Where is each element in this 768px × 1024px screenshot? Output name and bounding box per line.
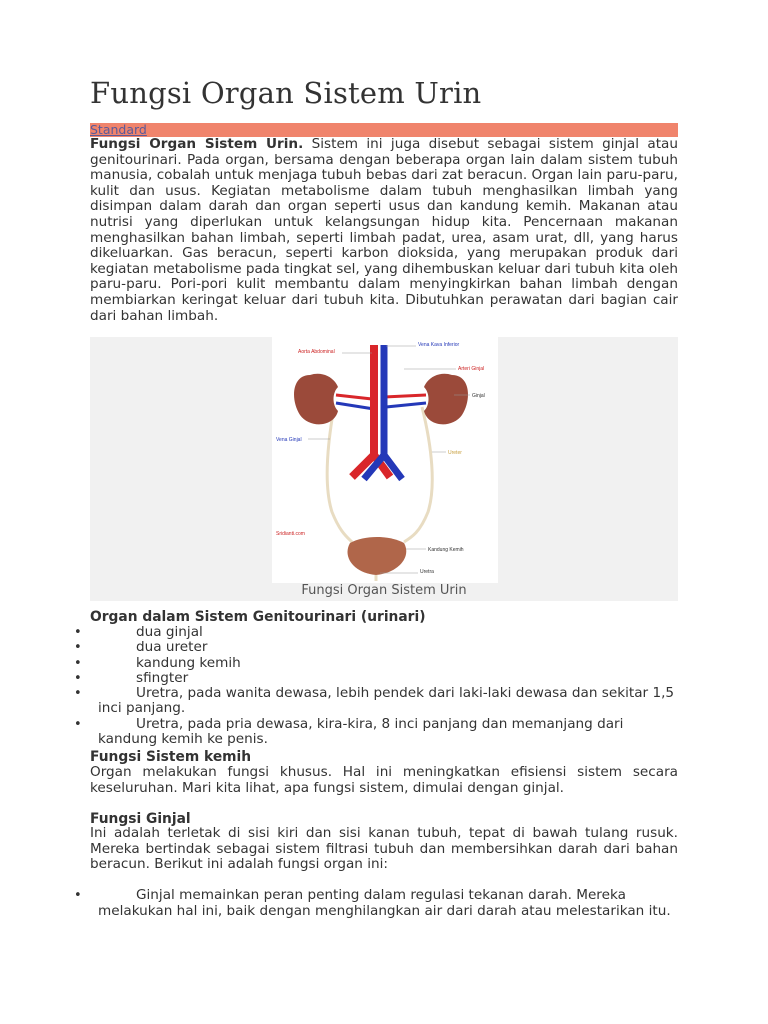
page-title: Fungsi Organ Sistem Urin bbox=[90, 76, 482, 110]
renal-artery-right bbox=[384, 395, 426, 397]
list-item: • kandung kemih bbox=[90, 656, 678, 671]
kemih-heading: Fungsi Sistem kemih bbox=[90, 749, 252, 765]
renal-vein-right bbox=[386, 403, 426, 407]
ureter-left bbox=[327, 407, 352, 542]
ginjal-heading: Fungsi Ginjal bbox=[90, 811, 191, 827]
label-kandung: Kandung Kemih bbox=[428, 547, 464, 553]
label-uretra: Uretra bbox=[420, 569, 434, 575]
label-watermark: Sridianti.com bbox=[276, 531, 305, 537]
ginjal-list bbox=[90, 888, 678, 919]
figure-caption: Fungsi Organ Sistem Urin bbox=[301, 583, 467, 598]
label-aorta: Aorta Abdominal bbox=[298, 349, 335, 355]
ginjal-paragraph: Ini adalah terletak di sisi kiri dan sisi kanan tubuh, tepat di bawah tulang rusuk. Mereka bertindak sebagai sistem filtrasi tubuh dan membersihkan darah dari bahan beracun. Berikut ini adalah fungsi organ ini: bbox=[90, 825, 678, 873]
urinary-system-diagram bbox=[272, 337, 498, 583]
organs-list bbox=[90, 625, 678, 747]
category-link[interactable]: Standard bbox=[90, 122, 147, 137]
list-item: • Uretra, pada wanita dewasa, lebih pendek dari laki-laki dewasa dan sekitar 1,5 inci panjang. bbox=[90, 686, 678, 717]
label-ginjal: Ginjal bbox=[472, 393, 485, 399]
intro-lead: Fungsi Organ Sistem Urin. bbox=[90, 136, 304, 152]
intro-paragraph bbox=[90, 137, 678, 324]
kidney-left bbox=[294, 374, 338, 425]
kemih-paragraph: Organ melakukan fungsi khusus. Hal ini meningkatkan efisiensi sistem secara keseluruhan. Mari kita lihat, apa fungsi sistem, dimulai dengan ginjal. bbox=[90, 764, 678, 796]
list-item: • Ginjal memainkan peran penting dalam regulasi tekanan darah. Mereka melakukan hal ini, baik dengan menghilangkan air dari darah atau melestarikan itu. bbox=[90, 888, 678, 919]
list-item: • dua ureter bbox=[90, 640, 678, 655]
diagram-svg bbox=[272, 337, 498, 583]
label-arteri: Arteri Ginjal bbox=[458, 366, 485, 372]
ureter-right bbox=[404, 407, 432, 542]
label-vena-kava: Vena Kava Inferior bbox=[418, 342, 460, 348]
list-item: • sfingter bbox=[90, 671, 678, 686]
intro-body: Sistem ini juga disebut sebagai sistem ginjal atau genitourinari. Pada organ, bersama dengan beberapa organ lain dalam sistem tubuh manusia, cobalah untuk menjaga tubuh bebas dari zat beracun. Organ lain paru-paru, kulit dan usus. Kegiatan metabolisme dalam tubuh menghasilkan limbah yang disimpan dalam darah dan organ seperti usus dan kandung kemih. Makanan atau nutrisi yang diperlukan untuk kelangsungan hidup kita. Pencernaan makanan menghasilkan bahan limbah, seperti limbah padat, urea, asam urat, dll, yang harus dikeluarkan. Gas beracun, seperti karbon dioksida, yang merupakan produk dari kegiatan metabolisme pada tingkat sel, yang dihembuskan keluar dari tubuh kita oleh paru-paru. Pori-pori kulit membantu dalam menyingkirkan bahan limbah dengan membiarkan keringat keluar dari tubuh kita. Dibutuhkan perawatan dari bagian cair dari bahan limbah. bbox=[90, 136, 679, 324]
kidney-right bbox=[424, 374, 468, 425]
renal-artery-left bbox=[336, 395, 372, 399]
label-ureter: Ureter bbox=[448, 450, 462, 456]
list-item: • Uretra, pada pria dewasa, kira-kira, 8 inci panjang dan memanjang dari kandung kemih ke penis. bbox=[90, 717, 678, 748]
list-item: • dua ginjal bbox=[90, 625, 678, 640]
category-bar bbox=[90, 123, 678, 137]
label-vena-ginjal: Vena Ginjal bbox=[276, 437, 302, 443]
bladder bbox=[348, 537, 407, 575]
organs-heading: Organ dalam Sistem Genitourinari (urinari) bbox=[90, 609, 426, 625]
figure bbox=[90, 337, 678, 601]
renal-vein-left bbox=[336, 403, 374, 409]
